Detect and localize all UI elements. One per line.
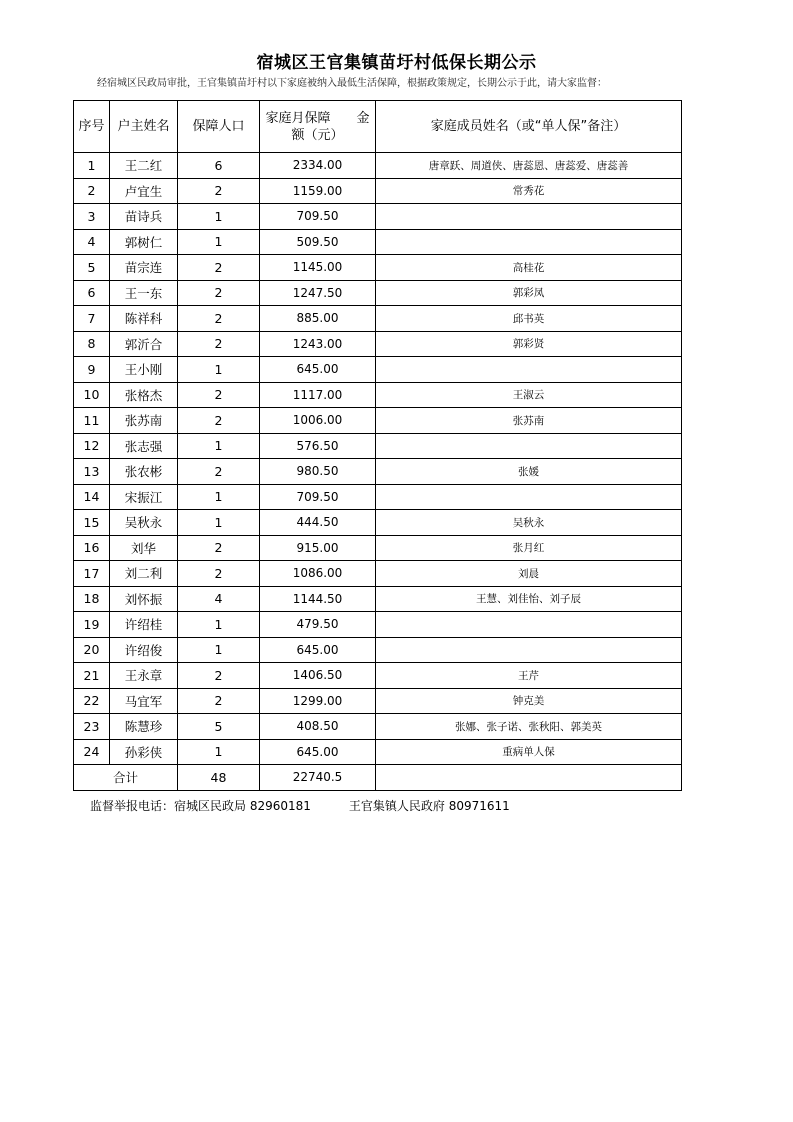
- cell-members: 张媛: [376, 459, 682, 485]
- cell-householder: 吴秋永: [110, 510, 178, 536]
- header-name: 户主姓名: [110, 101, 178, 153]
- cell-householder: 张苏南: [110, 408, 178, 434]
- cell-members: [376, 433, 682, 459]
- cell-members: [376, 229, 682, 255]
- cell-no: 14: [74, 484, 110, 510]
- cell-people: 1: [178, 204, 260, 230]
- cell-members: 常秀花: [376, 178, 682, 204]
- cell-amount: 1406.50: [260, 663, 376, 689]
- table-row: [74, 382, 682, 408]
- cell-members: [376, 637, 682, 663]
- cell-people: 2: [178, 535, 260, 561]
- cell-householder: 刘二利: [110, 561, 178, 587]
- subsidy-table: [73, 100, 682, 791]
- cell-amount: 1006.00: [260, 408, 376, 434]
- cell-members: 唐章跃、周道侠、唐蕊恩、唐蕊爱、唐蕊善: [376, 153, 682, 179]
- cell-no: 11: [74, 408, 110, 434]
- cell-people: 2: [178, 408, 260, 434]
- table-row: [74, 153, 682, 179]
- header-amount: 家庭月保障 金额（元）: [260, 101, 376, 153]
- table-row: [74, 204, 682, 230]
- cell-members: 邱书英: [376, 306, 682, 332]
- table-row: [74, 459, 682, 485]
- table-row: [74, 433, 682, 459]
- cell-no: 20: [74, 637, 110, 663]
- cell-members: [376, 357, 682, 383]
- cell-people: 1: [178, 612, 260, 638]
- cell-amount: 709.50: [260, 204, 376, 230]
- table-row: [74, 229, 682, 255]
- page-title: 宿城区王官集镇苗圩村低保长期公示: [256, 53, 537, 73]
- cell-householder: 孙彩侠: [110, 739, 178, 765]
- cell-members: 郭彩凤: [376, 280, 682, 306]
- cell-amount: 645.00: [260, 739, 376, 765]
- cell-householder: 王一东: [110, 280, 178, 306]
- total-row: [74, 765, 682, 791]
- cell-members: 张月红: [376, 535, 682, 561]
- cell-no: 21: [74, 663, 110, 689]
- cell-people: 2: [178, 306, 260, 332]
- cell-amount: 408.50: [260, 714, 376, 740]
- cell-no: 19: [74, 612, 110, 638]
- cell-householder: 张格杰: [110, 382, 178, 408]
- cell-no: 1: [74, 153, 110, 179]
- cell-members: 郭彩贤: [376, 331, 682, 357]
- cell-householder: 郭沂合: [110, 331, 178, 357]
- cell-amount: 1144.50: [260, 586, 376, 612]
- cell-no: 15: [74, 510, 110, 536]
- cell-people: 1: [178, 739, 260, 765]
- cell-people: 4: [178, 586, 260, 612]
- cell-no: 6: [74, 280, 110, 306]
- cell-no: 10: [74, 382, 110, 408]
- cell-people: 1: [178, 637, 260, 663]
- header-no: 序号: [74, 101, 110, 153]
- cell-people: 2: [178, 459, 260, 485]
- table-row: [74, 739, 682, 765]
- cell-householder: 王二红: [110, 153, 178, 179]
- cell-amount: 1117.00: [260, 382, 376, 408]
- table-row: [74, 357, 682, 383]
- header-people: 保障人口: [178, 101, 260, 153]
- cell-no: 17: [74, 561, 110, 587]
- cell-no: 4: [74, 229, 110, 255]
- cell-amount: 1086.00: [260, 561, 376, 587]
- cell-people: 5: [178, 714, 260, 740]
- cell-members: [376, 484, 682, 510]
- cell-amount: 1299.00: [260, 688, 376, 714]
- cell-members: 钟克美: [376, 688, 682, 714]
- cell-no: 3: [74, 204, 110, 230]
- table-header-row: [74, 101, 682, 153]
- cell-householder: 刘怀振: [110, 586, 178, 612]
- cell-people: 6: [178, 153, 260, 179]
- table-row: [74, 586, 682, 612]
- cell-no: 16: [74, 535, 110, 561]
- cell-members: 王芹: [376, 663, 682, 689]
- cell-amount: 1243.00: [260, 331, 376, 357]
- cell-householder: 张农彬: [110, 459, 178, 485]
- cell-no: 18: [74, 586, 110, 612]
- cell-householder: 王小刚: [110, 357, 178, 383]
- total-amount: 22740.5: [260, 765, 376, 791]
- table-row: [74, 280, 682, 306]
- cell-members: 王淑云: [376, 382, 682, 408]
- cell-householder: 王永章: [110, 663, 178, 689]
- cell-householder: 郭树仁: [110, 229, 178, 255]
- cell-no: 22: [74, 688, 110, 714]
- cell-householder: 刘华: [110, 535, 178, 561]
- cell-amount: 645.00: [260, 357, 376, 383]
- cell-no: 7: [74, 306, 110, 332]
- cell-householder: 张志强: [110, 433, 178, 459]
- cell-people: 2: [178, 331, 260, 357]
- table-row: [74, 663, 682, 689]
- cell-householder: 卢宜生: [110, 178, 178, 204]
- cell-amount: 885.00: [260, 306, 376, 332]
- table-row: [74, 612, 682, 638]
- cell-people: 2: [178, 688, 260, 714]
- cell-householder: 许绍俊: [110, 637, 178, 663]
- cell-no: 9: [74, 357, 110, 383]
- table-row: [74, 331, 682, 357]
- table-row: [74, 408, 682, 434]
- header-members: 家庭成员姓名（或“单人保”备注）: [376, 101, 682, 153]
- cell-householder: 马宜军: [110, 688, 178, 714]
- cell-people: 1: [178, 229, 260, 255]
- cell-amount: 2334.00: [260, 153, 376, 179]
- table-row: [74, 561, 682, 587]
- gov-contact: 王官集镇人民政府 80971611: [348, 799, 510, 813]
- table-row: [74, 306, 682, 332]
- cell-amount: 576.50: [260, 433, 376, 459]
- cell-members: 张苏南: [376, 408, 682, 434]
- table-row: [74, 178, 682, 204]
- cell-people: 2: [178, 663, 260, 689]
- cell-amount: 479.50: [260, 612, 376, 638]
- cell-householder: 苗宗连: [110, 255, 178, 281]
- cell-no: 2: [74, 178, 110, 204]
- cell-no: 8: [74, 331, 110, 357]
- cell-amount: 709.50: [260, 484, 376, 510]
- cell-no: 12: [74, 433, 110, 459]
- table-row: [74, 535, 682, 561]
- cell-people: 1: [178, 510, 260, 536]
- cell-householder: 宋振江: [110, 484, 178, 510]
- cell-amount: 509.50: [260, 229, 376, 255]
- cell-people: 2: [178, 178, 260, 204]
- cell-householder: 许绍桂: [110, 612, 178, 638]
- cell-amount: 980.50: [260, 459, 376, 485]
- cell-amount: 1159.00: [260, 178, 376, 204]
- intro-paragraph: 经宿城区民政局审批，王官集镇苗圩村以下家庭被纳入最低生活保障，根据政策规定，长期公示于此，请大家监督：: [97, 78, 607, 89]
- table-row: [74, 688, 682, 714]
- table-row: [74, 637, 682, 663]
- table-body: [74, 153, 682, 765]
- cell-amount: 915.00: [260, 535, 376, 561]
- cell-members: [376, 612, 682, 638]
- cell-householder: 苗诗兵: [110, 204, 178, 230]
- cell-amount: 645.00: [260, 637, 376, 663]
- cell-members: 重病单人保: [376, 739, 682, 765]
- table-row: [74, 255, 682, 281]
- footer-contacts: [90, 797, 510, 814]
- cell-no: 24: [74, 739, 110, 765]
- table-row: [74, 484, 682, 510]
- cell-householder: 陈慧珍: [110, 714, 178, 740]
- cell-people: 2: [178, 255, 260, 281]
- cell-people: 2: [178, 561, 260, 587]
- cell-members: [376, 204, 682, 230]
- table-row: [74, 714, 682, 740]
- hotline-label: 监督举报电话：: [90, 799, 175, 813]
- cell-people: 2: [178, 382, 260, 408]
- cell-members: 张娜、张子诺、张秋阳、郭美英: [376, 714, 682, 740]
- cell-amount: 1145.00: [260, 255, 376, 281]
- bureau-contact: 宿城区民政局 82960181: [174, 799, 311, 813]
- cell-people: 1: [178, 433, 260, 459]
- cell-no: 23: [74, 714, 110, 740]
- cell-people: 2: [178, 280, 260, 306]
- cell-members: 王慧、刘佳怡、刘子辰: [376, 586, 682, 612]
- cell-householder: 陈祥科: [110, 306, 178, 332]
- cell-amount: 444.50: [260, 510, 376, 536]
- cell-no: 13: [74, 459, 110, 485]
- cell-people: 1: [178, 357, 260, 383]
- total-label: 合计: [74, 765, 178, 791]
- total-members: [376, 765, 682, 791]
- cell-people: 1: [178, 484, 260, 510]
- cell-members: 吴秋永: [376, 510, 682, 536]
- cell-members: 刘晨: [376, 561, 682, 587]
- cell-members: 高桂花: [376, 255, 682, 281]
- table-row: [74, 510, 682, 536]
- cell-no: 5: [74, 255, 110, 281]
- cell-amount: 1247.50: [260, 280, 376, 306]
- total-people: 48: [178, 765, 260, 791]
